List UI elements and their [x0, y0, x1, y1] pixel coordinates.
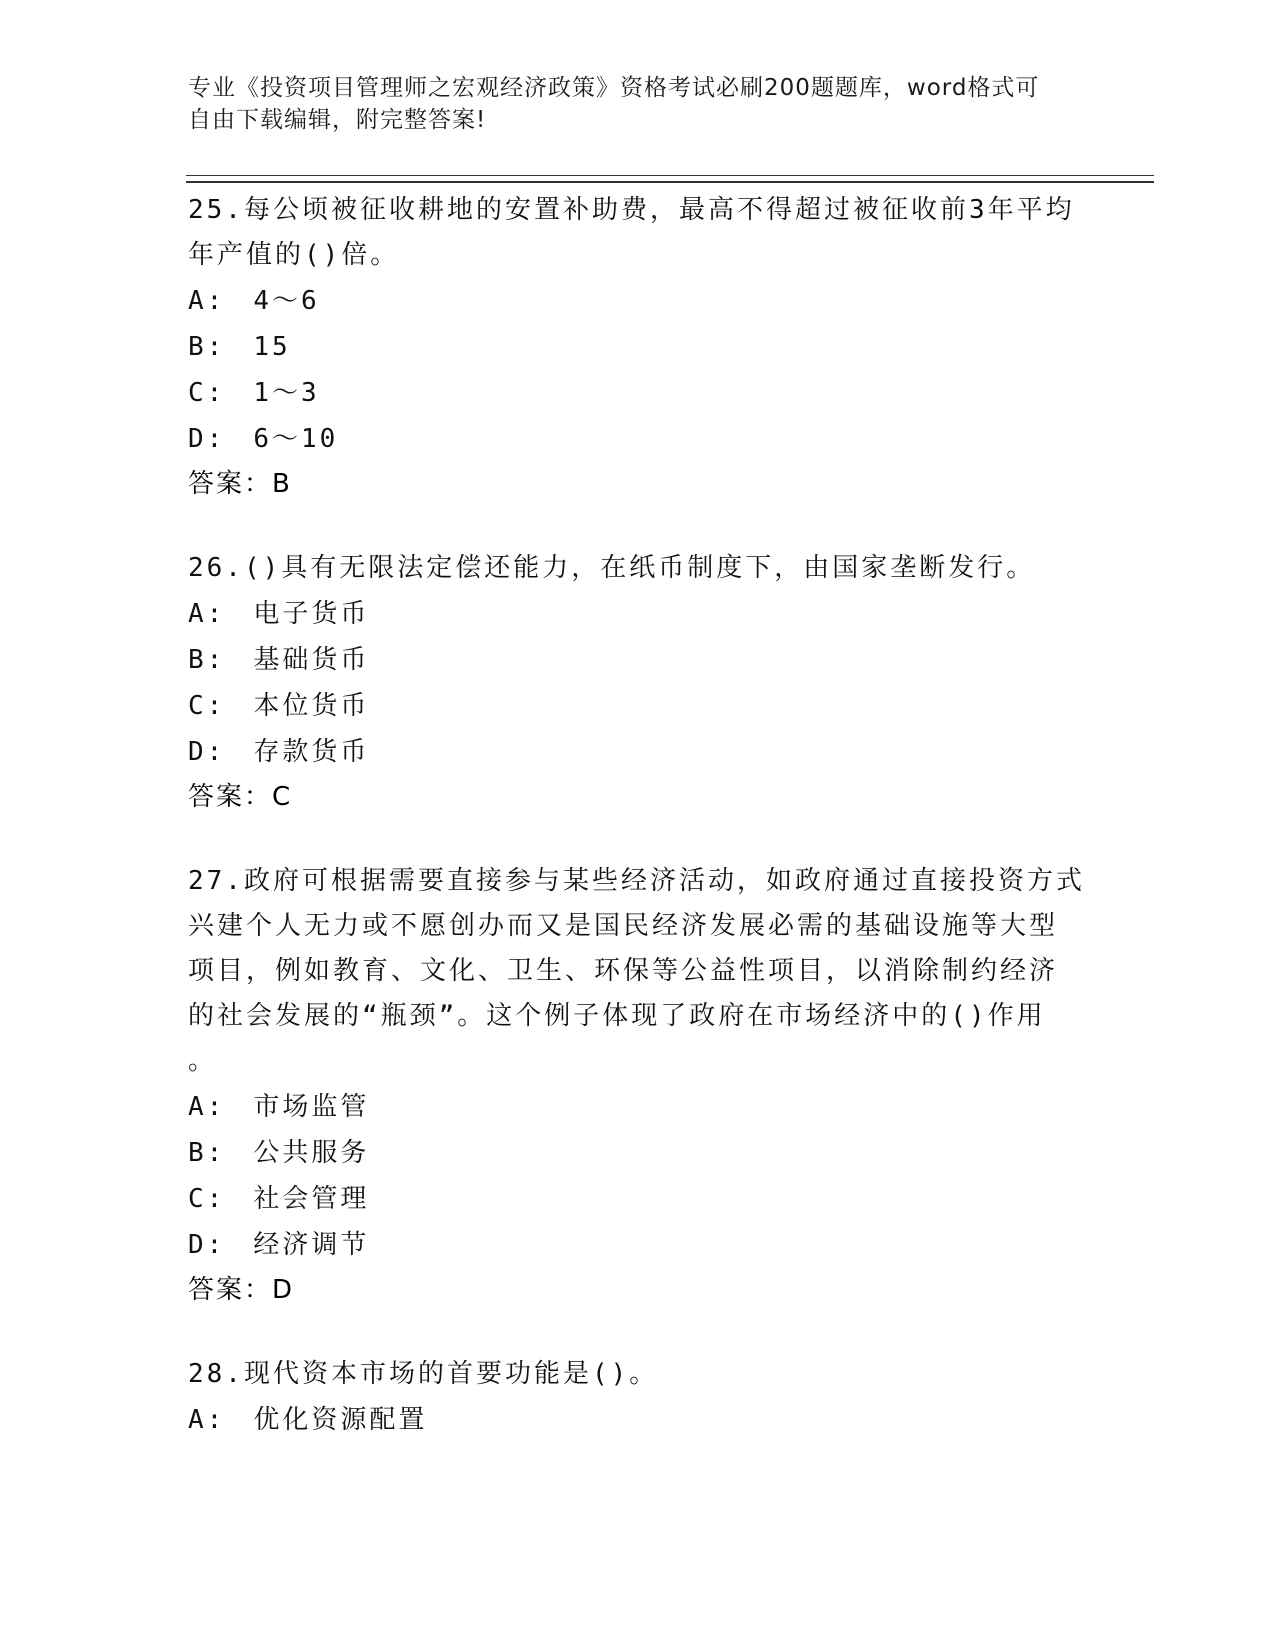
option-key: D: [188, 424, 226, 454]
answer-line: 答案：B [188, 469, 292, 499]
answer-line: 答案：D [188, 1275, 295, 1305]
question-stem-line: 兴建个人无力或不愿创办而又是国民经济发展必需的基础设施等大型 [188, 911, 1059, 941]
question-stem-line: 。 [188, 1046, 218, 1076]
option-key: D: [188, 1230, 226, 1260]
question-stem-line: 年产值的()倍。 [188, 240, 400, 270]
option-item [188, 370, 1088, 416]
question-stem-line: 28.现代资本市场的首要功能是()。 [188, 1359, 659, 1389]
option-text: 公共服务 [253, 1138, 370, 1168]
question-stem-line: 26.()具有无限法定偿还能力，在纸币制度下，由国家垄断发行。 [188, 553, 1036, 583]
header-line-1: 专业《投资项目管理师之宏观经济政策》资格考试必刷200题题库，word格式可 [188, 75, 1040, 101]
option-spacer [225, 591, 253, 637]
option-key: A: [188, 599, 226, 629]
option-spacer [225, 1222, 253, 1268]
option-item [188, 1176, 1088, 1222]
option-item [188, 1397, 1088, 1443]
option-list [188, 1084, 1088, 1268]
option-spacer [225, 1130, 253, 1176]
option-text: 4～6 [253, 286, 320, 316]
option-item [188, 591, 1088, 637]
option-item [188, 637, 1088, 683]
option-key: B: [188, 645, 226, 675]
option-text: 本位货币 [253, 691, 370, 721]
question-stem-line: 的社会发展的“瓶颈”。这个例子体现了政府在市场经济中的()作用 [188, 1001, 1046, 1031]
option-spacer [225, 1084, 253, 1130]
option-item [188, 1222, 1088, 1268]
option-item [188, 1130, 1088, 1176]
option-key: A: [188, 286, 226, 316]
option-text: 市场监管 [253, 1092, 370, 1122]
option-item [188, 278, 1088, 324]
question-stem-line: 项目，例如教育、文化、卫生、环保等公益性项目，以消除制约经济 [188, 956, 1059, 986]
option-key: B: [188, 1138, 226, 1168]
option-text: 经济调节 [253, 1230, 370, 1260]
option-key: A: [188, 1405, 226, 1435]
option-key: A: [188, 1092, 226, 1122]
option-spacer [225, 324, 253, 370]
option-key: C: [188, 691, 226, 721]
option-item [188, 729, 1088, 775]
question-item [188, 859, 1088, 1312]
option-spacer [225, 683, 253, 729]
option-spacer [225, 1397, 253, 1443]
header-divider [186, 175, 1154, 183]
option-spacer [225, 416, 253, 462]
option-item [188, 324, 1088, 370]
option-spacer [225, 637, 253, 683]
option-list [188, 591, 1088, 775]
question-stem-line: 27.政府可根据需要直接参与某些经济活动，如政府通过直接投资方式 [188, 866, 1085, 896]
option-spacer [225, 278, 253, 324]
option-text: 1～3 [253, 378, 320, 408]
option-text: 优化资源配置 [253, 1405, 428, 1435]
option-spacer [225, 370, 253, 416]
option-text: 存款货币 [253, 737, 370, 767]
option-text: 6～10 [253, 424, 339, 454]
answer-line: 答案：C [188, 782, 293, 812]
option-spacer [225, 729, 253, 775]
option-list [188, 278, 1088, 462]
option-spacer [225, 1176, 253, 1222]
option-item [188, 683, 1088, 729]
option-key: C: [188, 378, 226, 408]
option-text: 电子货币 [253, 599, 370, 629]
option-key: B: [188, 332, 226, 362]
question-item [188, 546, 1088, 819]
header-line-2: 自由下载编辑，附完整答案! [188, 107, 487, 133]
option-text: 15 [253, 332, 291, 362]
option-key: C: [188, 1184, 226, 1214]
question-stem-line: 25.每公顷被征收耕地的安置补助费，最高不得超过被征收前3年平均 [188, 195, 1075, 225]
question-item [188, 188, 1088, 506]
option-list [188, 1397, 1088, 1443]
document-header [188, 72, 1088, 136]
option-text: 社会管理 [253, 1184, 370, 1214]
option-item [188, 1084, 1088, 1130]
option-key: D: [188, 737, 226, 767]
question-list [188, 188, 1088, 1483]
option-text: 基础货币 [253, 645, 370, 675]
option-item [188, 416, 1088, 462]
question-item [188, 1352, 1088, 1443]
